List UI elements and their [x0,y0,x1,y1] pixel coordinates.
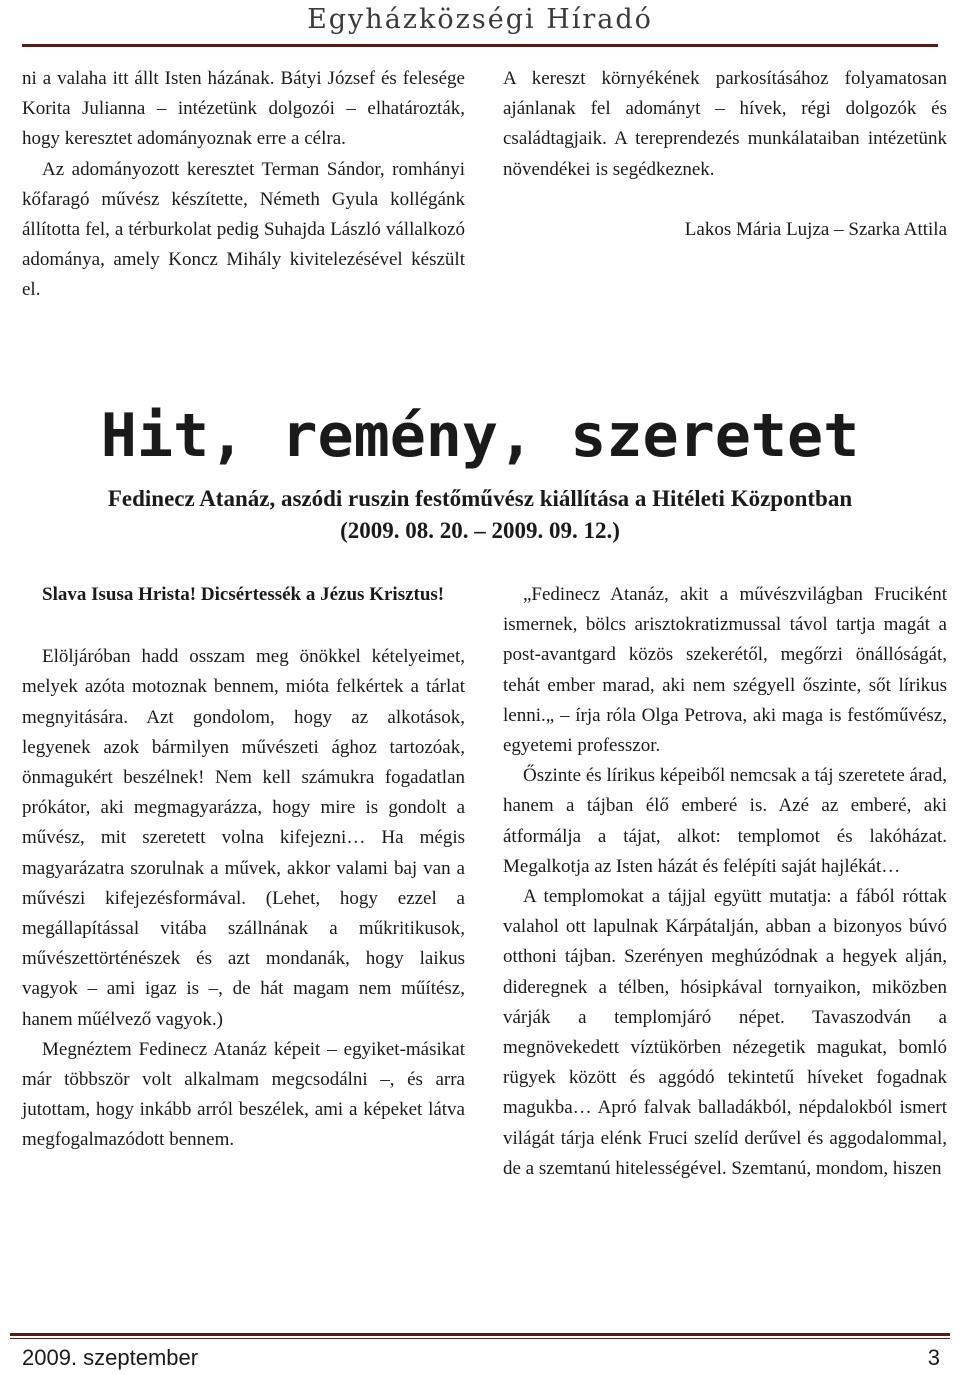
page-number: 3 [927,1345,940,1370]
paragraph: ni a valaha itt állt Isten házának. Bátyi József és felesége Korita Julianna – intézetünk dolgozói – elhatározták, hogy keresztet adományoznak erre a célra. [22,68,465,150]
article-subtitle [40,483,920,547]
article-title: Hit, remény, szeretet [100,401,860,471]
header-divider [22,44,938,47]
issue-date: 2009. szeptember [22,1345,199,1370]
paragraph: Elöljáróban hadd osszam meg önökkel kételyeimet, melyek azóta motoznak bennem, mióta felkértek a tárlat megnyitására. Azt gondolom, hogy az alkotások, legyenek azok bármilyen művészeti ághoz tartozóak, önmagukért beszélnek! Nem kell számukra fogadatlan prókátor, aki megmagyarázza, hogy mire is gondolt a művész, mit szeretett volna kifejezni… Ha mégis magyarázatra szorulnak a művek, akkor valami baj van a művészi kifejezésformával. (Lehet, hogy ezzel a megállapítással vitába szállnának a műkritikusok, művészettörténészek és azt mondanák, hogy laikus vagyok – ami igaz is –, de hát magam nem műítész, hanem műélvező vagyok.) [22,646,465,1030]
top-left-column [22,64,465,306]
paragraph: A templomokat a tájjal együtt mutatja: a fából róttak valahol ott lapulnak Kárpátalján, abban a bizonyos búvó otthoni tájban. Szerényen meghúzódnak a hegyek alján, dideregnek a télben, hósipkával tornyaikon, miközben várják a templomjáró népet. Tavaszodván a megnövekedett víztükörben nézegetik magukat, bomló rügyek között és aggódó tekintetű híveket fogadnak magukba… Apró falvak balladákból, népdalokból ismert világát tárja elénk Fruci szelíd derűvel és aggodalommal, de a szemtanú hitelességével. Szemtanú, mondom, hiszen [503,886,947,1179]
bottom-right-column [503,580,947,1184]
subtitle-line: Fedinecz Atanáz, aszódi ruszin festőművész kiállítása a Hitéleti Központban [107,486,853,511]
paragraph: A kereszt környékének parkosításához folyamatosan ajánlanak fel adományt – hívek, régi dolgozók és családtagjaik. A tereprendezés munkálataiban intézetünk növendékei is segédkeznek. [503,68,947,180]
bottom-left-column [22,580,465,1156]
author-signature: Lakos Mária Lujza – Szarka Attila [684,218,947,240]
paragraph: Az adományozott keresztet Terman Sándor, romhányi kőfaragó művész készítette, Németh Gyula kollégánk állította fel, a térburkolat pedig Suhajda László vállalkozó adománya, amely Koncz Mihály kivitelezésével készült el. [22,158,465,301]
greeting: Slava Isusa Hrista! Dicsértessék a Jézus Krisztus! [42,584,445,605]
subtitle-dates: (2009. 08. 20. – 2009. 09. 12.) [340,518,620,543]
footer-divider-thin [10,1338,950,1339]
newsletter-title: Egyházközségi Híradó [307,4,653,35]
paragraph: Megnéztem Fedinecz Atanáz képeit – egyiket-másikat már többször volt alkalmam megcsodálni –, és arra jutottam, hogy inkább arról beszélek, ami a képeket látva megfogalmazódott bennem. [22,1038,465,1151]
paragraph: „Fedinecz Atanáz, akit a művészvilágban Fruciként ismernek, bölcs arisztokratizmussal távol tartja magát a post-avantgard közös szekerétől, megőrzi önállóságát, tehát ember marad, aki nem szégyell őszinte, sőt lírikus lenni.„ – írja róla Olga Petrova, aki maga is festőművész, egyetemi professzor. [503,584,947,757]
footer-divider [10,1333,950,1336]
paragraph: Őszinte és lírikus képeiből nemcsak a táj szeretete árad, hanem a tájban élő emberé is. Azé az emberé, aki átformálja a tájat, alkot: templomot és lakóházat. Megalkotja az Isten házát és felépíti saját hajlékát… [503,765,947,877]
top-right-column [503,64,947,245]
